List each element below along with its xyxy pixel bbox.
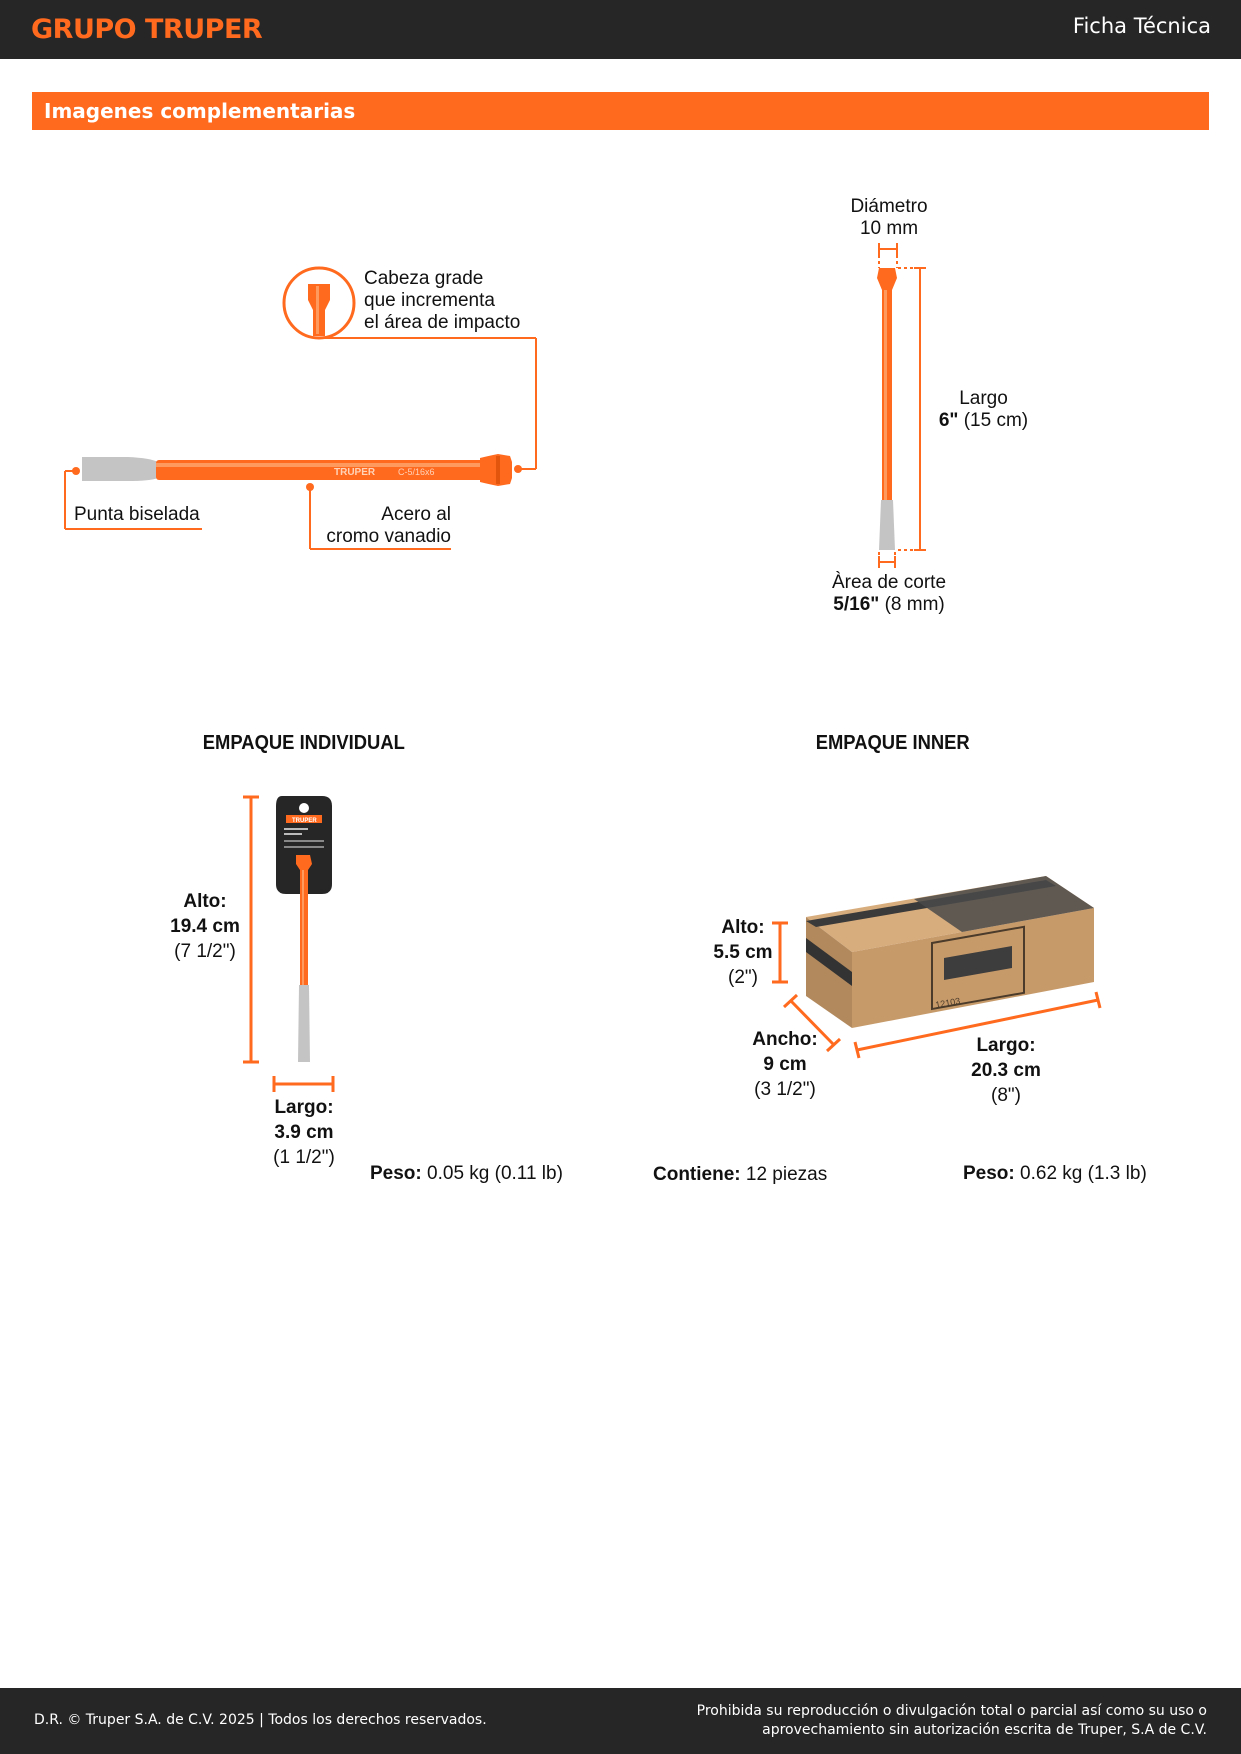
length-dimension (898, 268, 926, 550)
section-title: Imagenes complementarias (44, 99, 356, 123)
copyright-text: D.R. © Truper S.A. de C.V. 2025 | Todos los derechos reservados. (34, 1712, 487, 1728)
individual-width-dimension (274, 1076, 333, 1092)
individual-weight: Peso: 0.05 kg (0.11 lb) (370, 1163, 563, 1184)
document-type: Ficha Técnica (1072, 14, 1211, 38)
box-code-text: 12103 (934, 995, 961, 1010)
head-detail-icon (308, 284, 330, 336)
inner-width-label: Ancho: 9 cm (3 1/2") (752, 1029, 818, 1100)
inner-height-label: Alto: 5.5 cm (2") (713, 917, 773, 988)
individual-package-illustration (276, 796, 332, 1062)
individual-height-label: Alto: 19.4 cm (7 1/2") (170, 891, 240, 962)
inner-length-label: Largo: 20.3 cm (8") (971, 1035, 1041, 1106)
chisel-vertical-illustration (877, 268, 897, 550)
footer-bar (0, 1688, 1241, 1754)
cut-area-dimension (879, 552, 895, 568)
tip-feature-label: Punta biselada (74, 504, 200, 525)
brand-logo: GRUPO TRUPER (31, 14, 263, 45)
diameter-label: Diámetro 10 mm (850, 196, 928, 239)
individual-package-title: EMPAQUE INDIVIDUAL (202, 732, 405, 754)
inner-contents: Contiene: 12 piezas (653, 1164, 828, 1185)
inner-box-illustration (806, 876, 1094, 1028)
rights-notice: Prohibida su reproducción o divulgación total o parcial así como su uso o aprovechamiento sin autorización escrita de Truper, S.A de C.V. (696, 1703, 1207, 1738)
inner-weight: Peso: 0.62 kg (1.3 lb) (963, 1163, 1147, 1184)
card-brand-text: TRUPER (292, 818, 317, 824)
head-feature-label: Cabeza grade que incrementa el área de impacto (364, 268, 521, 333)
diameter-dimension (879, 243, 897, 268)
length-label: Largo 6" (15 cm) (938, 388, 1029, 431)
individual-width-label: Largo: 3.9 cm (1 1/2") (273, 1097, 335, 1168)
shaft-model-text: C-5/16x6 (398, 467, 435, 477)
cut-area-label: Àrea de corte 5/16" (8 mm) (831, 572, 947, 615)
shaft-brand-text: TRUPER (334, 467, 376, 478)
steel-feature-label: Acero al cromo vanadio (326, 504, 451, 547)
inner-package-title: EMPAQUE INNER (815, 732, 970, 754)
chisel-horizontal-illustration (82, 454, 512, 486)
